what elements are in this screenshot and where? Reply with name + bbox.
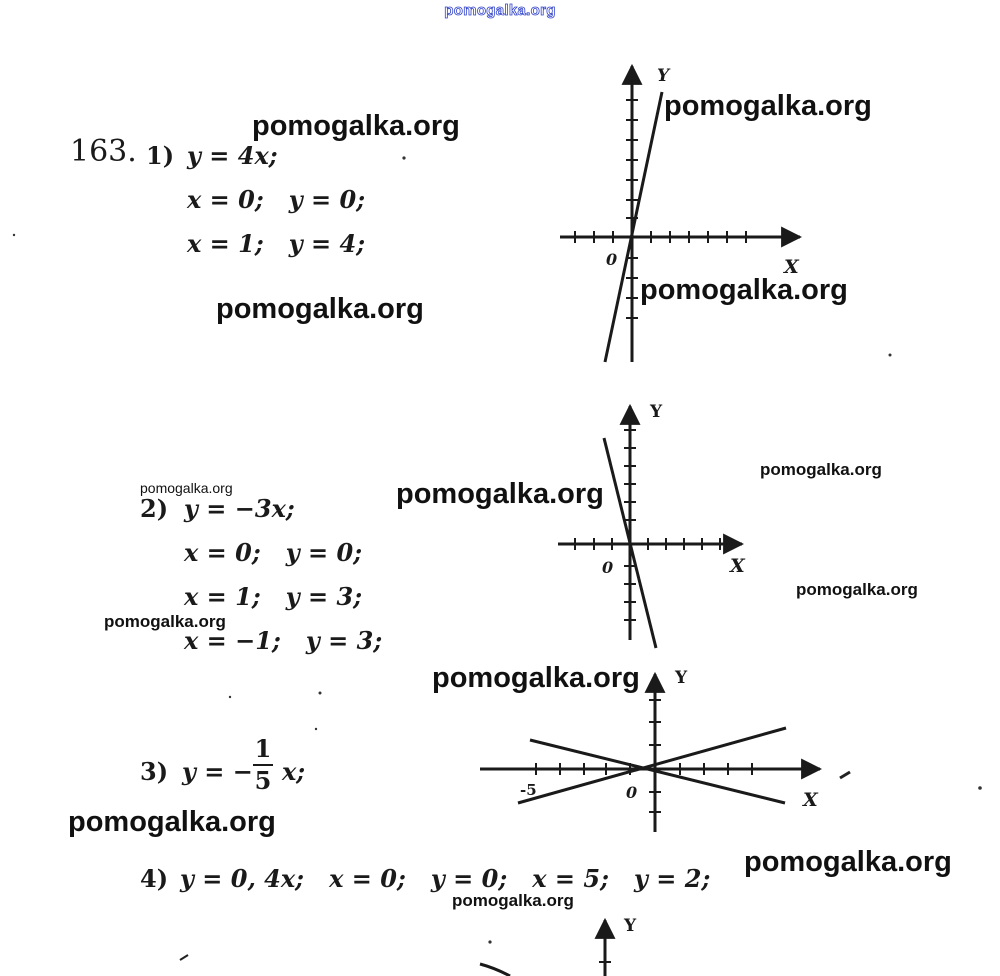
watermark-8: pomogalka.org bbox=[796, 580, 918, 599]
part3-eq-suffix: x; bbox=[282, 757, 306, 786]
part2-equation: y = −3x; bbox=[184, 494, 295, 523]
graph2 bbox=[558, 406, 742, 648]
graph3-origin: 0 bbox=[626, 783, 638, 802]
graph4 bbox=[480, 920, 611, 976]
graph4-line-fragment bbox=[480, 964, 510, 976]
graph2-x-label: X bbox=[730, 555, 745, 577]
part2-line2: x = 1; y = 3; bbox=[184, 582, 363, 611]
watermark-13: pomogalka.org bbox=[452, 891, 574, 910]
graph3-x-label: X bbox=[803, 789, 818, 811]
watermark-10: pomogalka.org bbox=[432, 662, 640, 694]
watermark-7: pomogalka.org bbox=[396, 478, 604, 510]
graph3 bbox=[480, 674, 820, 832]
graph3-y-label: Y bbox=[675, 668, 688, 688]
top-watermark: pomogalka.org bbox=[444, 2, 556, 19]
watermark-9: pomogalka.org bbox=[104, 612, 226, 631]
graph1-y-label: Y bbox=[657, 66, 670, 86]
part3-eq-prefix: y = − bbox=[182, 757, 253, 786]
watermark-12: pomogalka.org bbox=[744, 846, 952, 878]
part3-label: 3) bbox=[140, 757, 169, 786]
part2-line1: x = 0; y = 0; bbox=[184, 538, 363, 567]
watermark-3: pomogalka.org bbox=[640, 274, 848, 306]
graph3-line-negative bbox=[530, 740, 785, 803]
part4-equation: y = 0, 4x; x = 0; y = 0; x = 5; y = 2; bbox=[180, 864, 711, 893]
part2-line3: x = −1; y = 3; bbox=[184, 626, 383, 655]
part1-line1: x = 0; y = 0; bbox=[187, 185, 366, 214]
fraction-numerator: 1 bbox=[254, 734, 272, 763]
part1-equation: y = 4x; bbox=[187, 141, 278, 170]
graph4-y-label: Y bbox=[624, 916, 637, 936]
part4-label: 4) bbox=[140, 864, 169, 893]
part2-label: 2) bbox=[140, 494, 169, 523]
graph3-minus-five: -5 bbox=[520, 781, 537, 799]
graph2-origin: 0 bbox=[602, 558, 614, 577]
graph1-x-label: X bbox=[784, 256, 799, 278]
fraction-denominator: 5 bbox=[254, 766, 272, 795]
problem-number: 163. bbox=[70, 134, 137, 169]
graph1-origin: 0 bbox=[606, 250, 618, 269]
part1-label: 1) bbox=[146, 141, 175, 170]
watermark-2: pomogalka.org bbox=[664, 90, 872, 122]
watermark-1: pomogalka.org bbox=[252, 110, 460, 142]
watermark-11: pomogalka.org bbox=[68, 806, 276, 838]
watermark-4: pomogalka.org bbox=[216, 293, 424, 325]
watermark-5: pomogalka.org bbox=[760, 460, 882, 479]
watermark-6: pomogalka.org bbox=[140, 480, 233, 496]
graph2-y-label: Y bbox=[650, 402, 663, 422]
part1-line2: x = 1; y = 4; bbox=[187, 229, 366, 258]
